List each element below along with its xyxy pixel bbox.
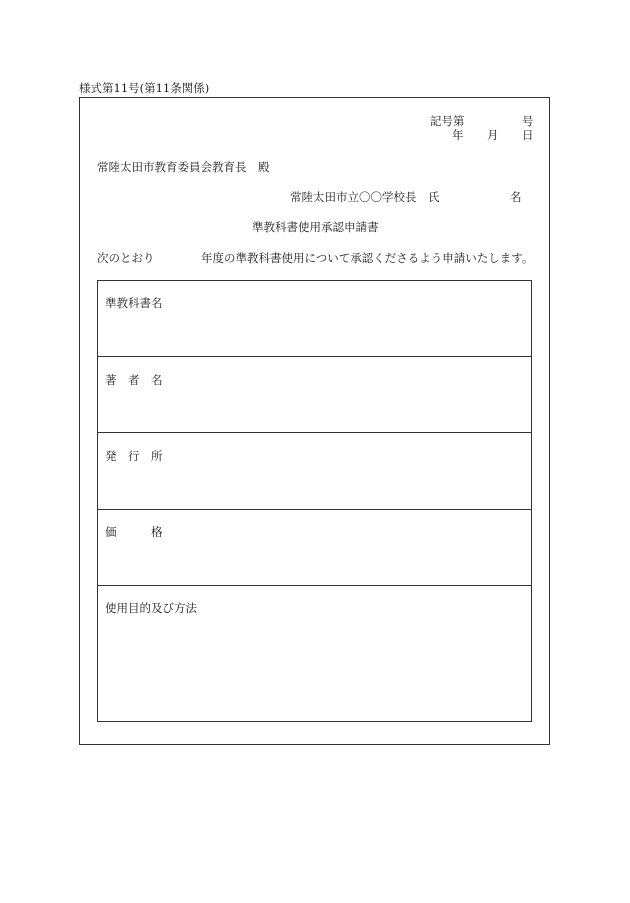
form-number-label: 様式第11号(第11条関係): [79, 81, 210, 95]
body-text: 年度の準教科書使用について承認くださるよう申請いたします。: [201, 251, 534, 265]
row-label-author: 著 者 名: [105, 373, 163, 387]
row-divider: [98, 585, 531, 586]
document-title: 準教科書使用承認申請書: [252, 220, 379, 234]
row-label-price: 価 格: [105, 525, 163, 539]
row-label-publisher: 発 行 所: [105, 449, 163, 463]
record-number-suffix: 号: [522, 114, 534, 128]
body-prefix: 次のとおり: [97, 251, 155, 265]
row-label-purpose-and-method: 使用目的及び方法: [105, 601, 197, 615]
applicant-label: 常陸太田市立〇〇学校長 氏: [290, 190, 440, 204]
date-day: 日: [522, 128, 534, 142]
addressee: 常陸太田市教育委員会教育長 殿: [97, 160, 270, 174]
row-divider: [98, 356, 531, 357]
application-table: [97, 280, 532, 722]
date-month: 月: [487, 128, 499, 142]
row-label-textbook-name: 準教科書名: [105, 296, 163, 310]
row-divider: [98, 509, 531, 510]
date-year: 年: [452, 128, 464, 142]
applicant-name-suffix: 名: [510, 190, 522, 204]
record-number-prefix: 記号第: [430, 114, 465, 128]
row-divider: [98, 432, 531, 433]
